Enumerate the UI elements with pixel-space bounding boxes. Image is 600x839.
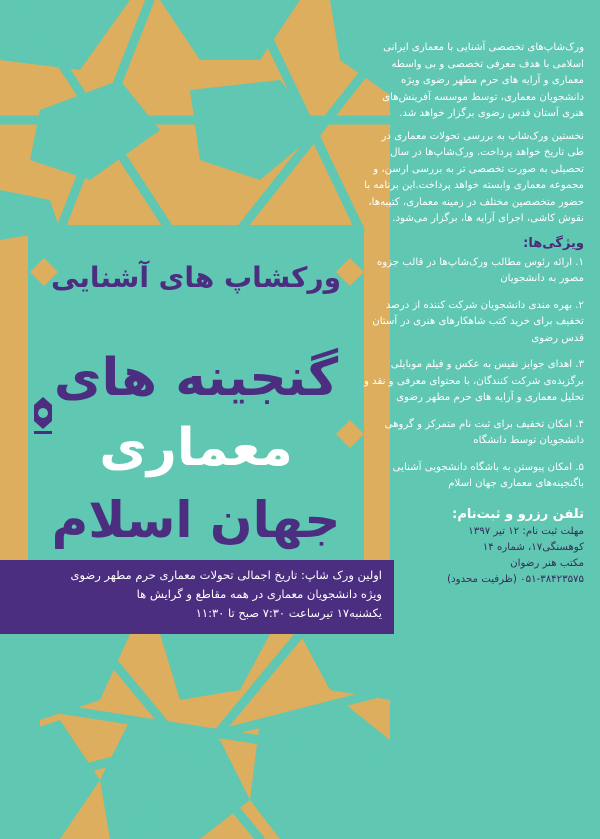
organization-logo [30,395,56,437]
info-panel [362,40,584,588]
banner-line: یکشنبه۱۷ تیرساعت ۷:۳۰ صبح تا ۱۱:۳۰ [195,606,382,620]
intro-paragraph: ورک‌شاپ‌های تخصصی آشنایی با معماری ایرانی اسلامی با هدف معرفی تخصصی و بی واسطه معماری و آرایه های حرم مطهر رضوی ویژه دانشجویان معماری، توسط موسسه آفرینش‌های هنری آستان قدس رضوی برگزار خواهد شد. [382,42,584,119]
title-block [28,225,364,570]
event-banner [0,560,394,634]
contact-line: ۰۵۱-۳۸۴۲۳۵۷۵ (ظرفیت محدود) [447,573,584,585]
contact-line: کوهسنگی۱۷، شماره ۱۴ [482,541,584,553]
banner-line: اولین ورک شاپ: تاریخ اجمالی تحولات معماری حرم مطهر رضوی [70,568,382,582]
main-title-line3: جهان اسلام [51,491,341,549]
intro-paragraph: نخستین ورک‌شاپ به بررسی تحولات معماری در طی تاریخ خواهد پرداخت. ورک‌شاپ‌ها در سال تحصیلی به صورت تخصصی تر به بررسی ارسن، و مجموعه معماری وابسته خواهد پرداخت.این برنامه با حضور متخصصین مختلف در زمینه معماری، کتیبه‌ها، نقوش کاشی، اجرای آرایه ها، برگزار می‌شود. [364,130,584,224]
contact-heading: تلفن رزرو و ثبت‌نام: [452,506,584,522]
feature-item: ۳. اهدای جوایز نفیس به عکس و فیلم موبایلی برگزیده‌ی شرکت کنندگان، با محتوای معرفی و نقد و تحلیل معماری و آرایه های حرم مطهر رضوی [363,359,584,403]
contact-line: مهلت ثبت نام: ۱۲ تیر ۱۳۹۷ [468,525,584,537]
feature-item: ۴. امکان تخفیف برای ثبت نام متمرکز و گروهی دانشجویان توسط دانشگاه [384,418,584,446]
contact-line: مکتب هنر رضوان [510,557,584,569]
banner-line: ویژه دانشجویان معماری در همه مقاطع و گرایش ها [136,587,382,601]
intro-text [362,40,584,228]
feature-item: ۲. بهره مندی دانشجویان شرکت کننده از درصد تخفیف برای خرید کتب شاهکارهای هنری در آستان قدس رضوی [372,299,584,344]
feature-item: ۵. امکان پیوستن به باشگاه دانشجویی آشنایی باگنجینه‌های معماری جهان اسلام [392,461,584,489]
series-title: ورکشاپ های آشنایی [51,261,341,294]
main-title-line1: گنجینه های [53,348,339,408]
features-heading: ویژگی‌ها: [523,235,584,251]
main-title-line2: معماری [99,418,293,478]
feature-item: ۱. ارائه رئوس مطالب ورک‌شاپ‌ها در قالب جزوه مصور به دانشجویان [376,256,584,284]
